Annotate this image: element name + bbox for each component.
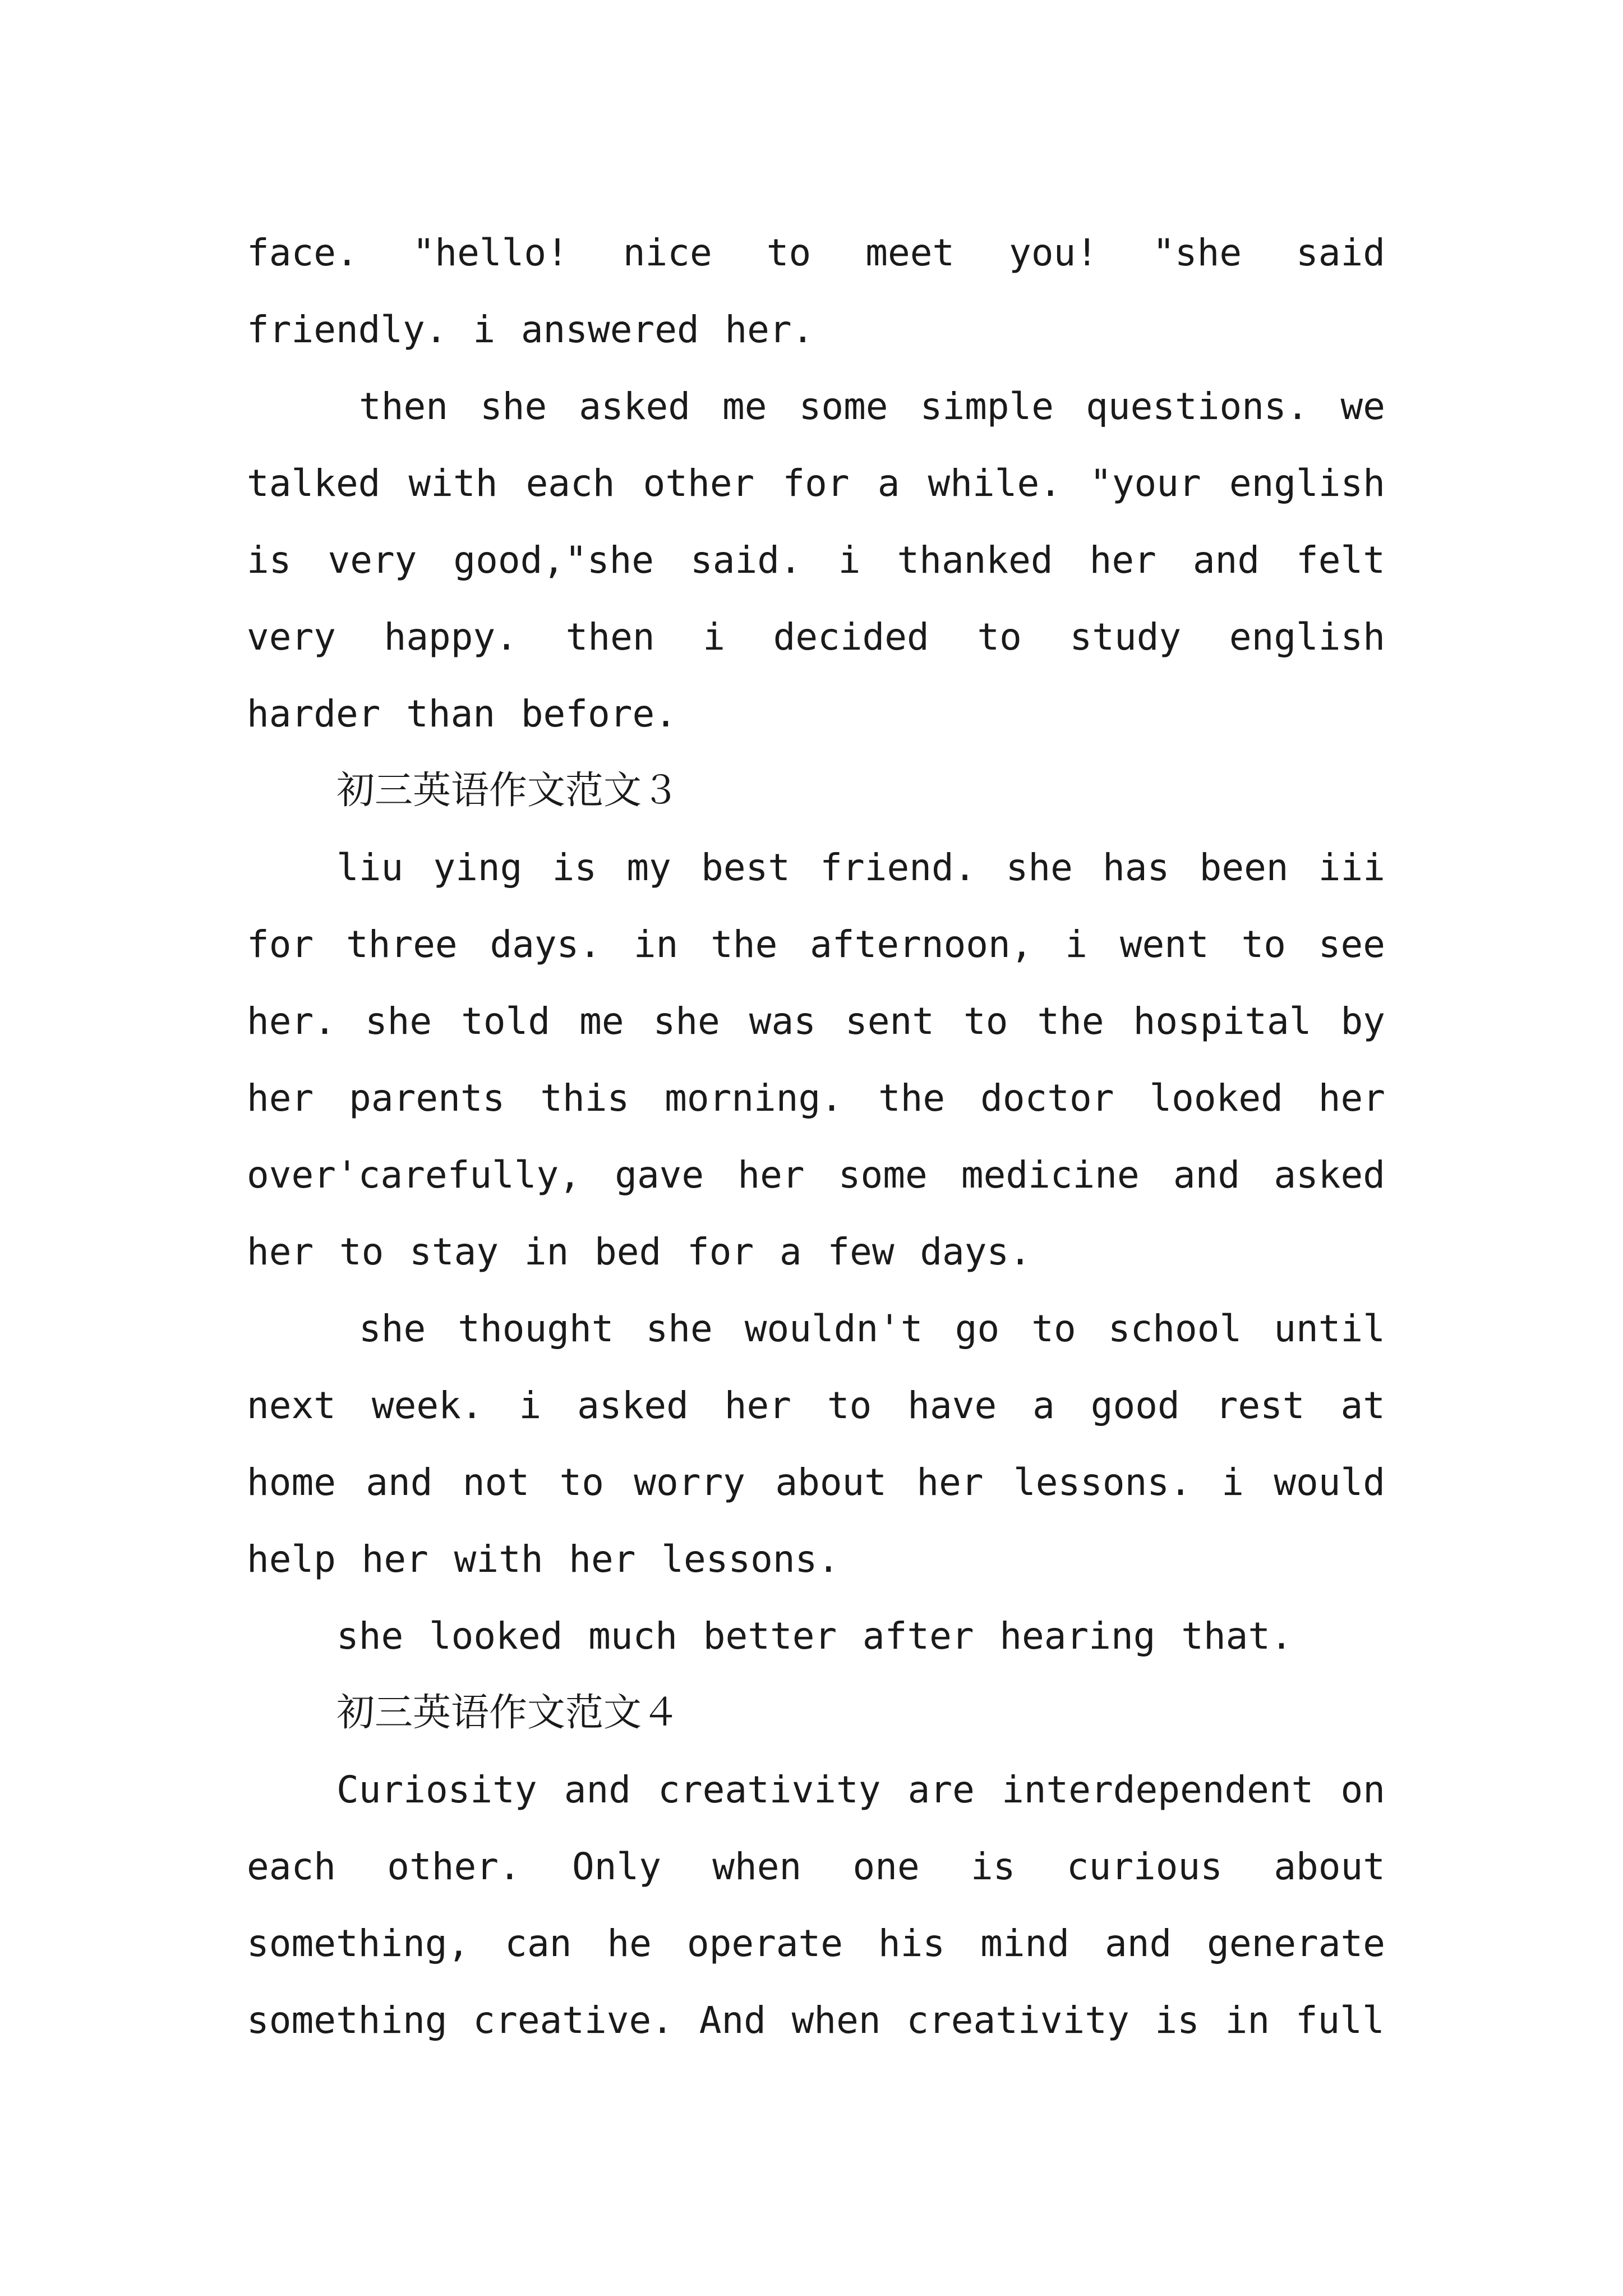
paragraph-5: she looked much better after hearing that. [336, 1614, 1293, 1658]
document-body [247, 214, 1385, 2059]
section-heading-3: 初三英语作文范文３ [336, 769, 680, 813]
paragraph-6: Curiosity and creativity are interdependent on each other. Only when one is curious about something, can he operate his mind and generate something creative. And when creativity is in full [247, 1768, 1385, 2042]
paragraph-4: she thought she wouldn't go to school until next week. i asked her to have a good rest at home and not to worry about her lessons. i would help her with her lessons. [247, 1307, 1385, 1581]
paragraph-2: then she asked me some simple questions. we talked with each other for a while. "your english is very good,"she said. i thanked her and felt very happy. then i decided to study english harder than before. [247, 385, 1385, 735]
paragraph-3: liu ying is my best friend. she has been iii for three days. in the afternoon, i went to see her. she told me she was sent to the hospital by her parents this morning. the doctor looked her over'carefully, gave her some medicine and asked her to stay in bed for a few days. [247, 846, 1385, 1273]
section-heading-4: 初三英语作文范文４ [336, 1691, 680, 1735]
paragraph-1: face. "hello! nice to meet you! "she said friendly. i answered her. [247, 231, 1385, 351]
